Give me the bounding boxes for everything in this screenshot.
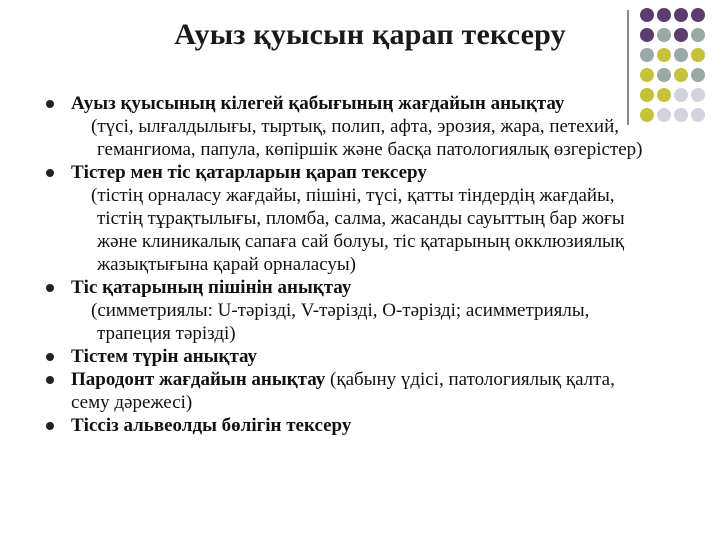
item-detail-line: (симметриялы: U-тәрізді, V-тәрізді, О-тәрізді; асимметриялы, [91, 300, 590, 321]
decor-dot [657, 68, 671, 82]
decor-dot [674, 28, 688, 42]
decor-dot [674, 68, 688, 82]
bullet-icon [46, 100, 54, 108]
bullet-icon [46, 169, 54, 177]
item-detail-line: сему дәрежесі) [71, 392, 193, 413]
decor-dot [691, 48, 705, 62]
bullet-list [45, 92, 695, 437]
bullet-icon [46, 284, 54, 292]
list-item [45, 161, 695, 276]
decor-dot [674, 48, 688, 62]
slide-title: Ауыз қуысын қарап тексеру [174, 18, 566, 51]
item-detail-line: гемангиома, папула, көпіршік және басқа патологиялық өзгерістер) [97, 139, 643, 160]
item-heading: Тіс қатарының пішінін анықтау [71, 277, 352, 298]
item-heading: Тістер мен тіс қатарларын қарап тексеру [71, 162, 427, 183]
bullet-icon [46, 422, 54, 430]
decor-dot [657, 48, 671, 62]
list-item [45, 345, 695, 368]
decor-dot [640, 48, 654, 62]
item-detail-line: трапеция тәрізді) [97, 323, 236, 344]
decor-dot [640, 68, 654, 82]
item-detail-line: тістің тұрақтылығы, пломба, салма, жасанды сауыттың бар жоғы [97, 208, 625, 229]
decor-dot [691, 28, 705, 42]
bullet-icon [46, 353, 54, 361]
item-heading-suffix: (қабыну үдісі, патологиялық қалта, [325, 369, 615, 390]
item-heading: Тіссіз альвеолды бөлігін тексеру [71, 415, 352, 436]
list-item [45, 276, 695, 345]
item-detail-line: жазықтығына қарай орналасуы) [97, 254, 357, 275]
item-detail-line: (түсі, ылғалдылығы, тыртық, полип, афта, эрозия, жара, петехий, [91, 116, 620, 137]
decor-dot [691, 68, 705, 82]
decor-dot [640, 28, 654, 42]
decor-dot [657, 8, 671, 22]
decor-dot [657, 28, 671, 42]
list-item [45, 368, 695, 414]
bullet-icon [46, 376, 54, 384]
item-heading: Ауыз қуысының кілегей қабығының жағдайын анықтау [71, 93, 565, 114]
item-detail-line: және клиникалық сапаға сай болуы, тіс қатарының окклюзиялық [97, 231, 625, 252]
item-heading: Тістем түрін анықтау [71, 346, 258, 367]
list-item [45, 414, 695, 437]
item-heading: Пародонт жағдайын анықтау [71, 369, 326, 390]
decor-dot [674, 8, 688, 22]
decor-dot [640, 8, 654, 22]
list-item [45, 92, 695, 161]
decor-dot [691, 8, 705, 22]
item-detail-line: (тістің орналасу жағдайы, пішіні, түсі, қатты тіндердің жағдайы, [91, 185, 615, 206]
